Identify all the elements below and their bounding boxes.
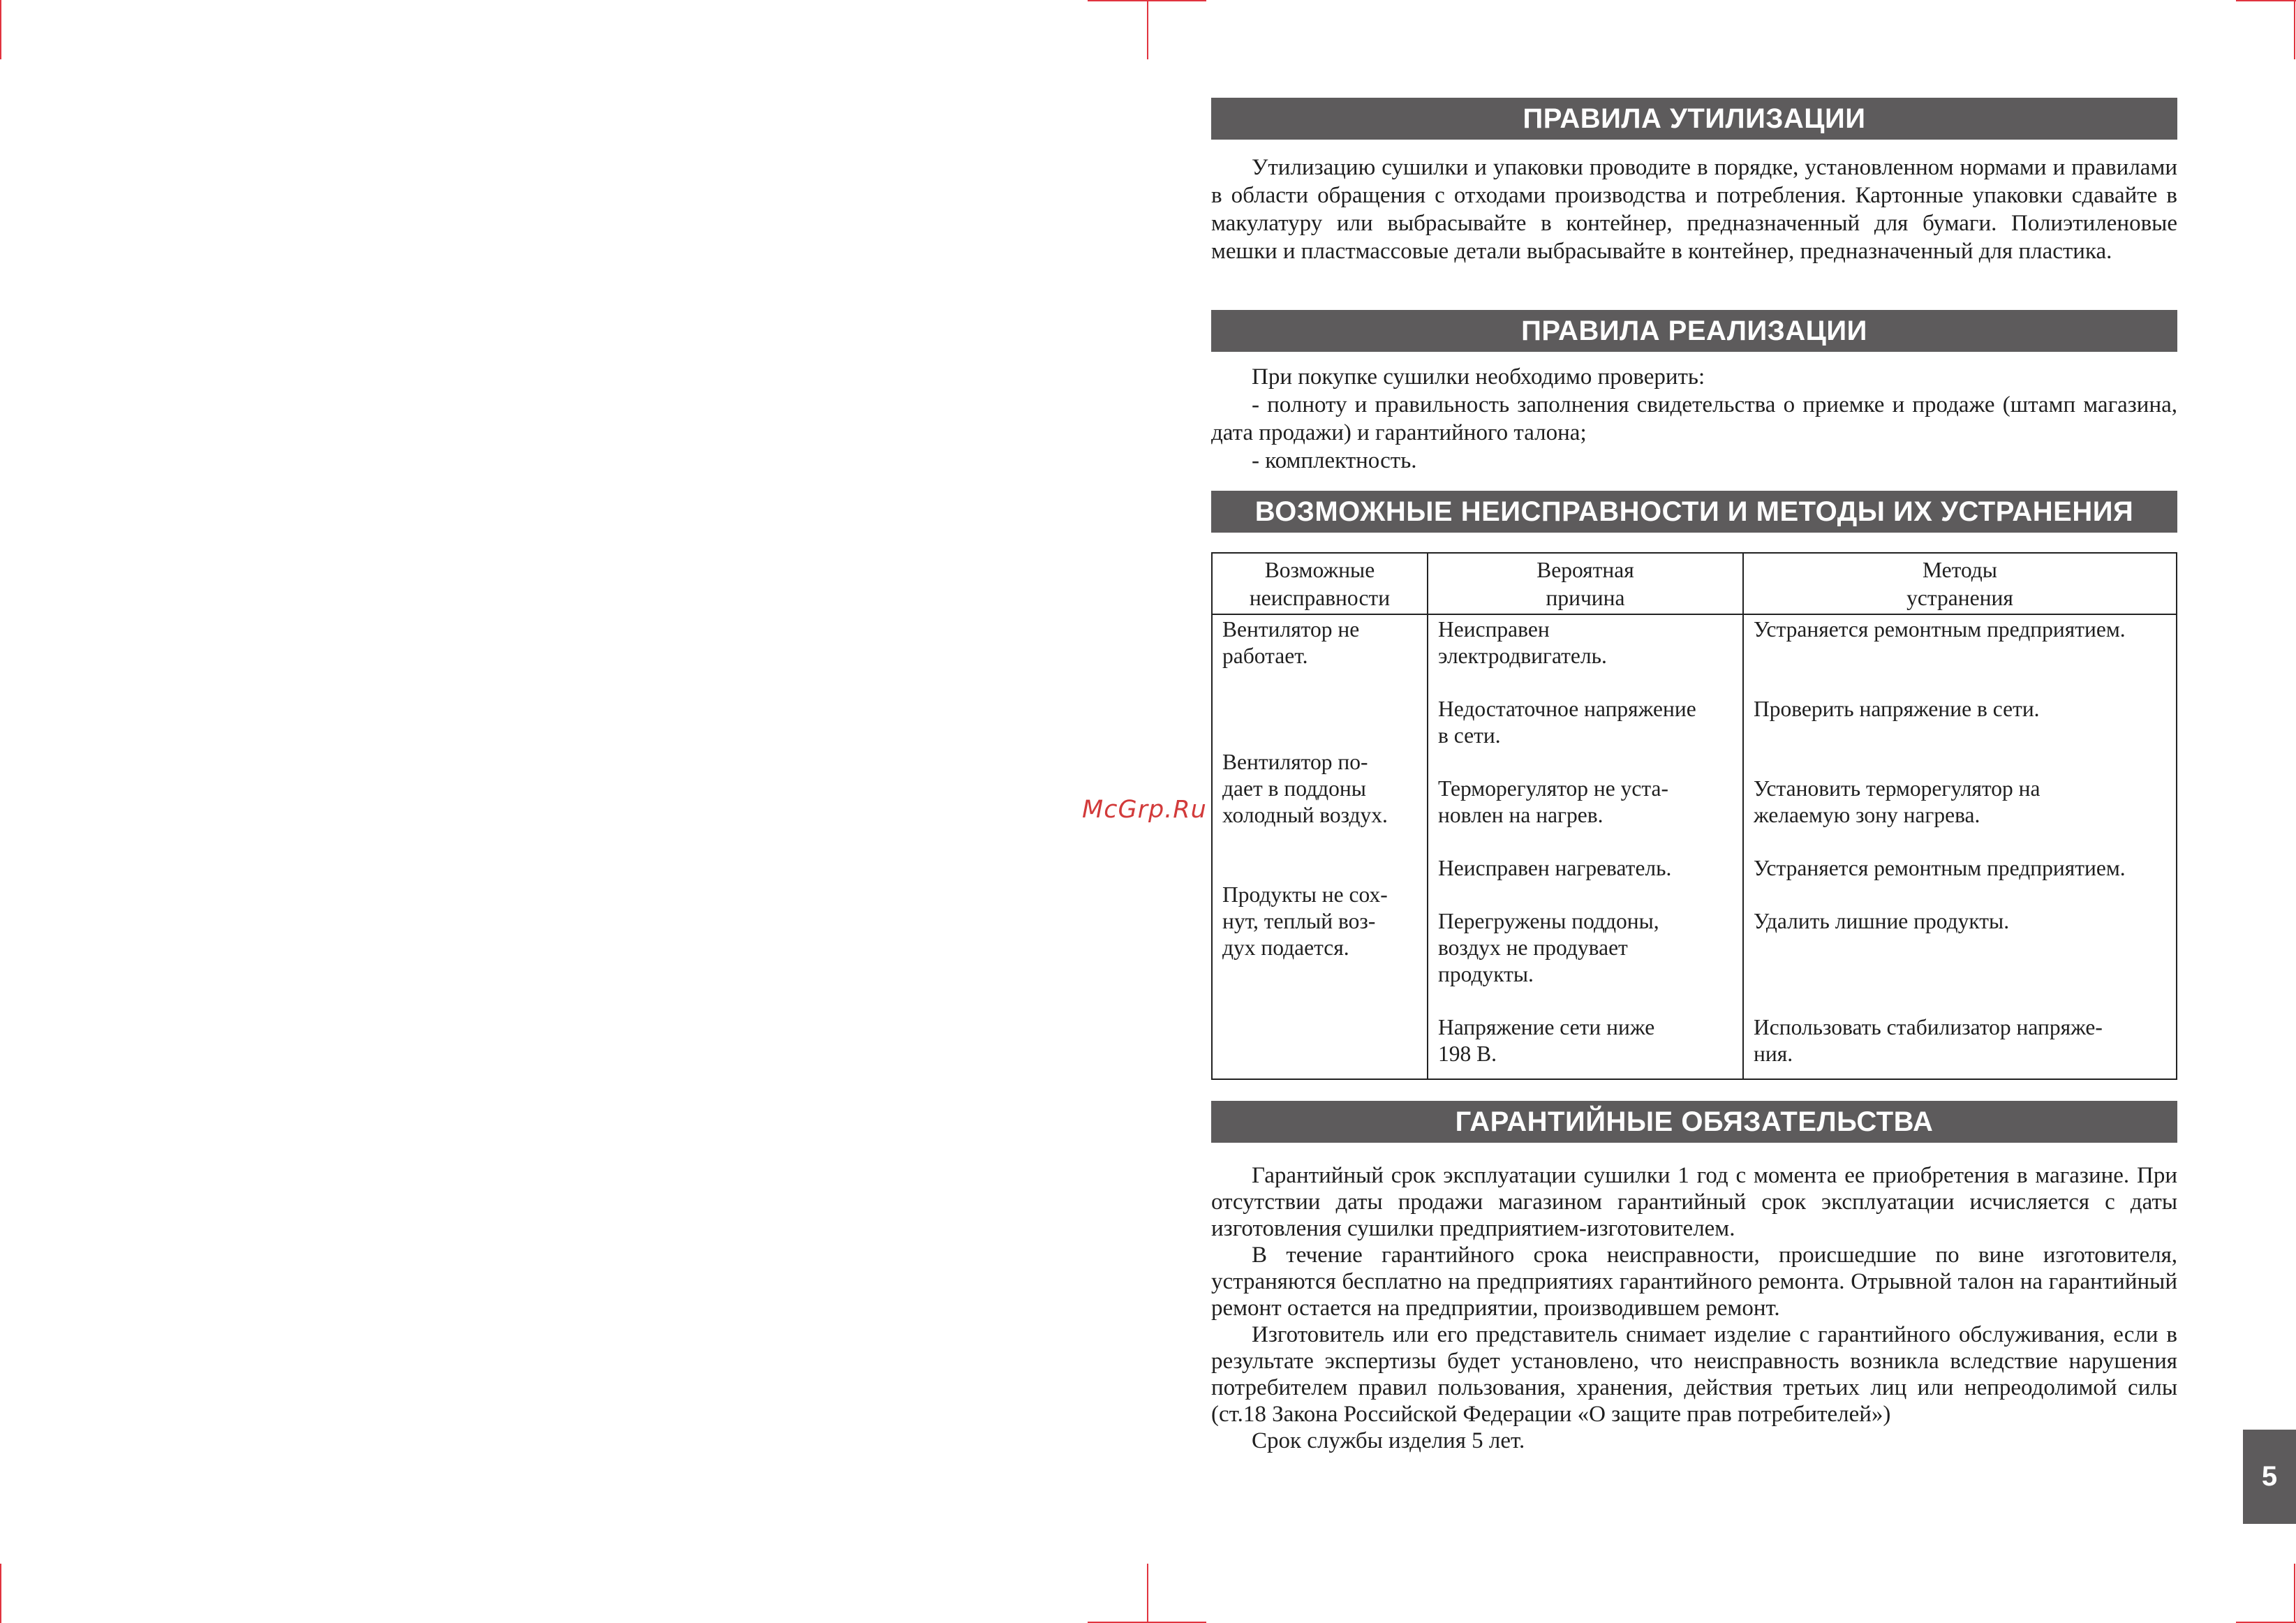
crop-mark	[1147, 0, 1148, 59]
section-heading-disposal: ПРАВИЛА УТИЛИЗАЦИИ	[1211, 98, 2177, 140]
column-header-faults: Возможные неисправности	[1212, 553, 1428, 614]
section-heading-warranty: ГАРАНТИЙНЫЕ ОБЯЗАТЕЛЬСТВА	[1211, 1101, 2177, 1143]
crop-mark	[0, 1564, 1, 1623]
crop-mark	[0, 0, 1, 59]
table-row	[1212, 614, 2177, 1079]
section-heading-sales: ПРАВИЛА РЕАЛИЗАЦИИ	[1211, 310, 2177, 352]
watermark: McGrp.Ru	[1082, 796, 1207, 824]
crop-mark	[2294, 1564, 2295, 1623]
warranty-paragraph: В течение гарантийного срока неисправности, происшедшие по вине изготовителя, устраняются бесплатно на предприятиях гарантийного ремонта. Отрывной талон на гарантийный ремонт остается на предприятии, производившем ремонт.	[1211, 1243, 2177, 1321]
sales-line: При покупке сушилки необходимо проверить:	[1252, 364, 1705, 390]
sales-line: - комплектность.	[1252, 448, 1417, 473]
crop-mark	[1147, 1564, 1148, 1623]
page-number: 5	[2243, 1430, 2296, 1524]
page-content	[1211, 98, 2177, 1454]
crop-mark	[2236, 0, 2296, 1]
column-header-remedy: Методы устранения	[1743, 553, 2177, 614]
warranty-paragraph: Срок службы изделия 5 лет.	[1252, 1428, 1525, 1453]
remedy-cell: Устраняется ремонтным предприятием. Проверить напряжение в сети. Установить терморегулятор на желаемую зону нагрева. Устраняется ремонтным предприятием. Удалить лишние продукты. Использовать стабилизатор напряже- ния.	[1743, 614, 2177, 1079]
warranty-paragraph: Изготовитель или его представитель снимает изделие с гарантийного обслуживания, если в результате экспертизы будет установлено, что неисправность возникла вследствие нарушения потребителем правил пользования, хранения, действия третьих лиц или непреодолимой силы (ст.18 Закона Российской Федерации «О защите прав потребителей»)	[1211, 1322, 2177, 1427]
section-heading-faults: ВОЗМОЖНЫЕ НЕИСПРАВНОСТИ И МЕТОДЫ ИХ УСТРАНЕНИЯ	[1211, 491, 2177, 533]
fault-cell: Вентилятор не работает. Вентилятор по- дает в поддоны холодный воздух. Продукты не сох- нут, теплый воз- дух подается.	[1212, 614, 1428, 1079]
disposal-text: Утилизацию сушилки и упаковки проводите в порядке, установленном нормами и правилами в области обращения с отходами производства и потребления. Картонные упаковки сдавайте в макулатуру или выбрасывайте в контейнер, предназначенный для бумаги. Полиэтиленовые мешки и пластмассовые детали выбрасывайте в контейнер, предназначенный для пластика.	[1211, 155, 2177, 264]
faults-table	[1211, 552, 2177, 1080]
table-header-row	[1212, 553, 2177, 614]
sales-line: - полноту и правильность заполнения свидетельства о приемке и продаже (штамп магазина, дата продажи) и гарантийного талона;	[1211, 392, 2177, 445]
cause-cell: Неисправен электродвигатель. Недостаточное напряжение в сети. Терморегулятор не уста- новлен на нагрев. Неисправен нагреватель. Перегружены поддоны, воздух не продувает продукты. Напряжение сети ниже 198 В.	[1428, 614, 1743, 1079]
crop-mark	[2294, 0, 2295, 59]
warranty-paragraph: Гарантийный срок эксплуатации сушилки 1 год с момента ее приобретения в магазине. При отсутствии даты продажи магазином гарантийный срок эксплуатации исчисляется с даты изготовления сушилки предприятием-изготовителем.	[1211, 1163, 2177, 1241]
warranty-text	[1211, 1162, 2177, 1454]
column-header-cause: Вероятная причина	[1428, 553, 1743, 614]
